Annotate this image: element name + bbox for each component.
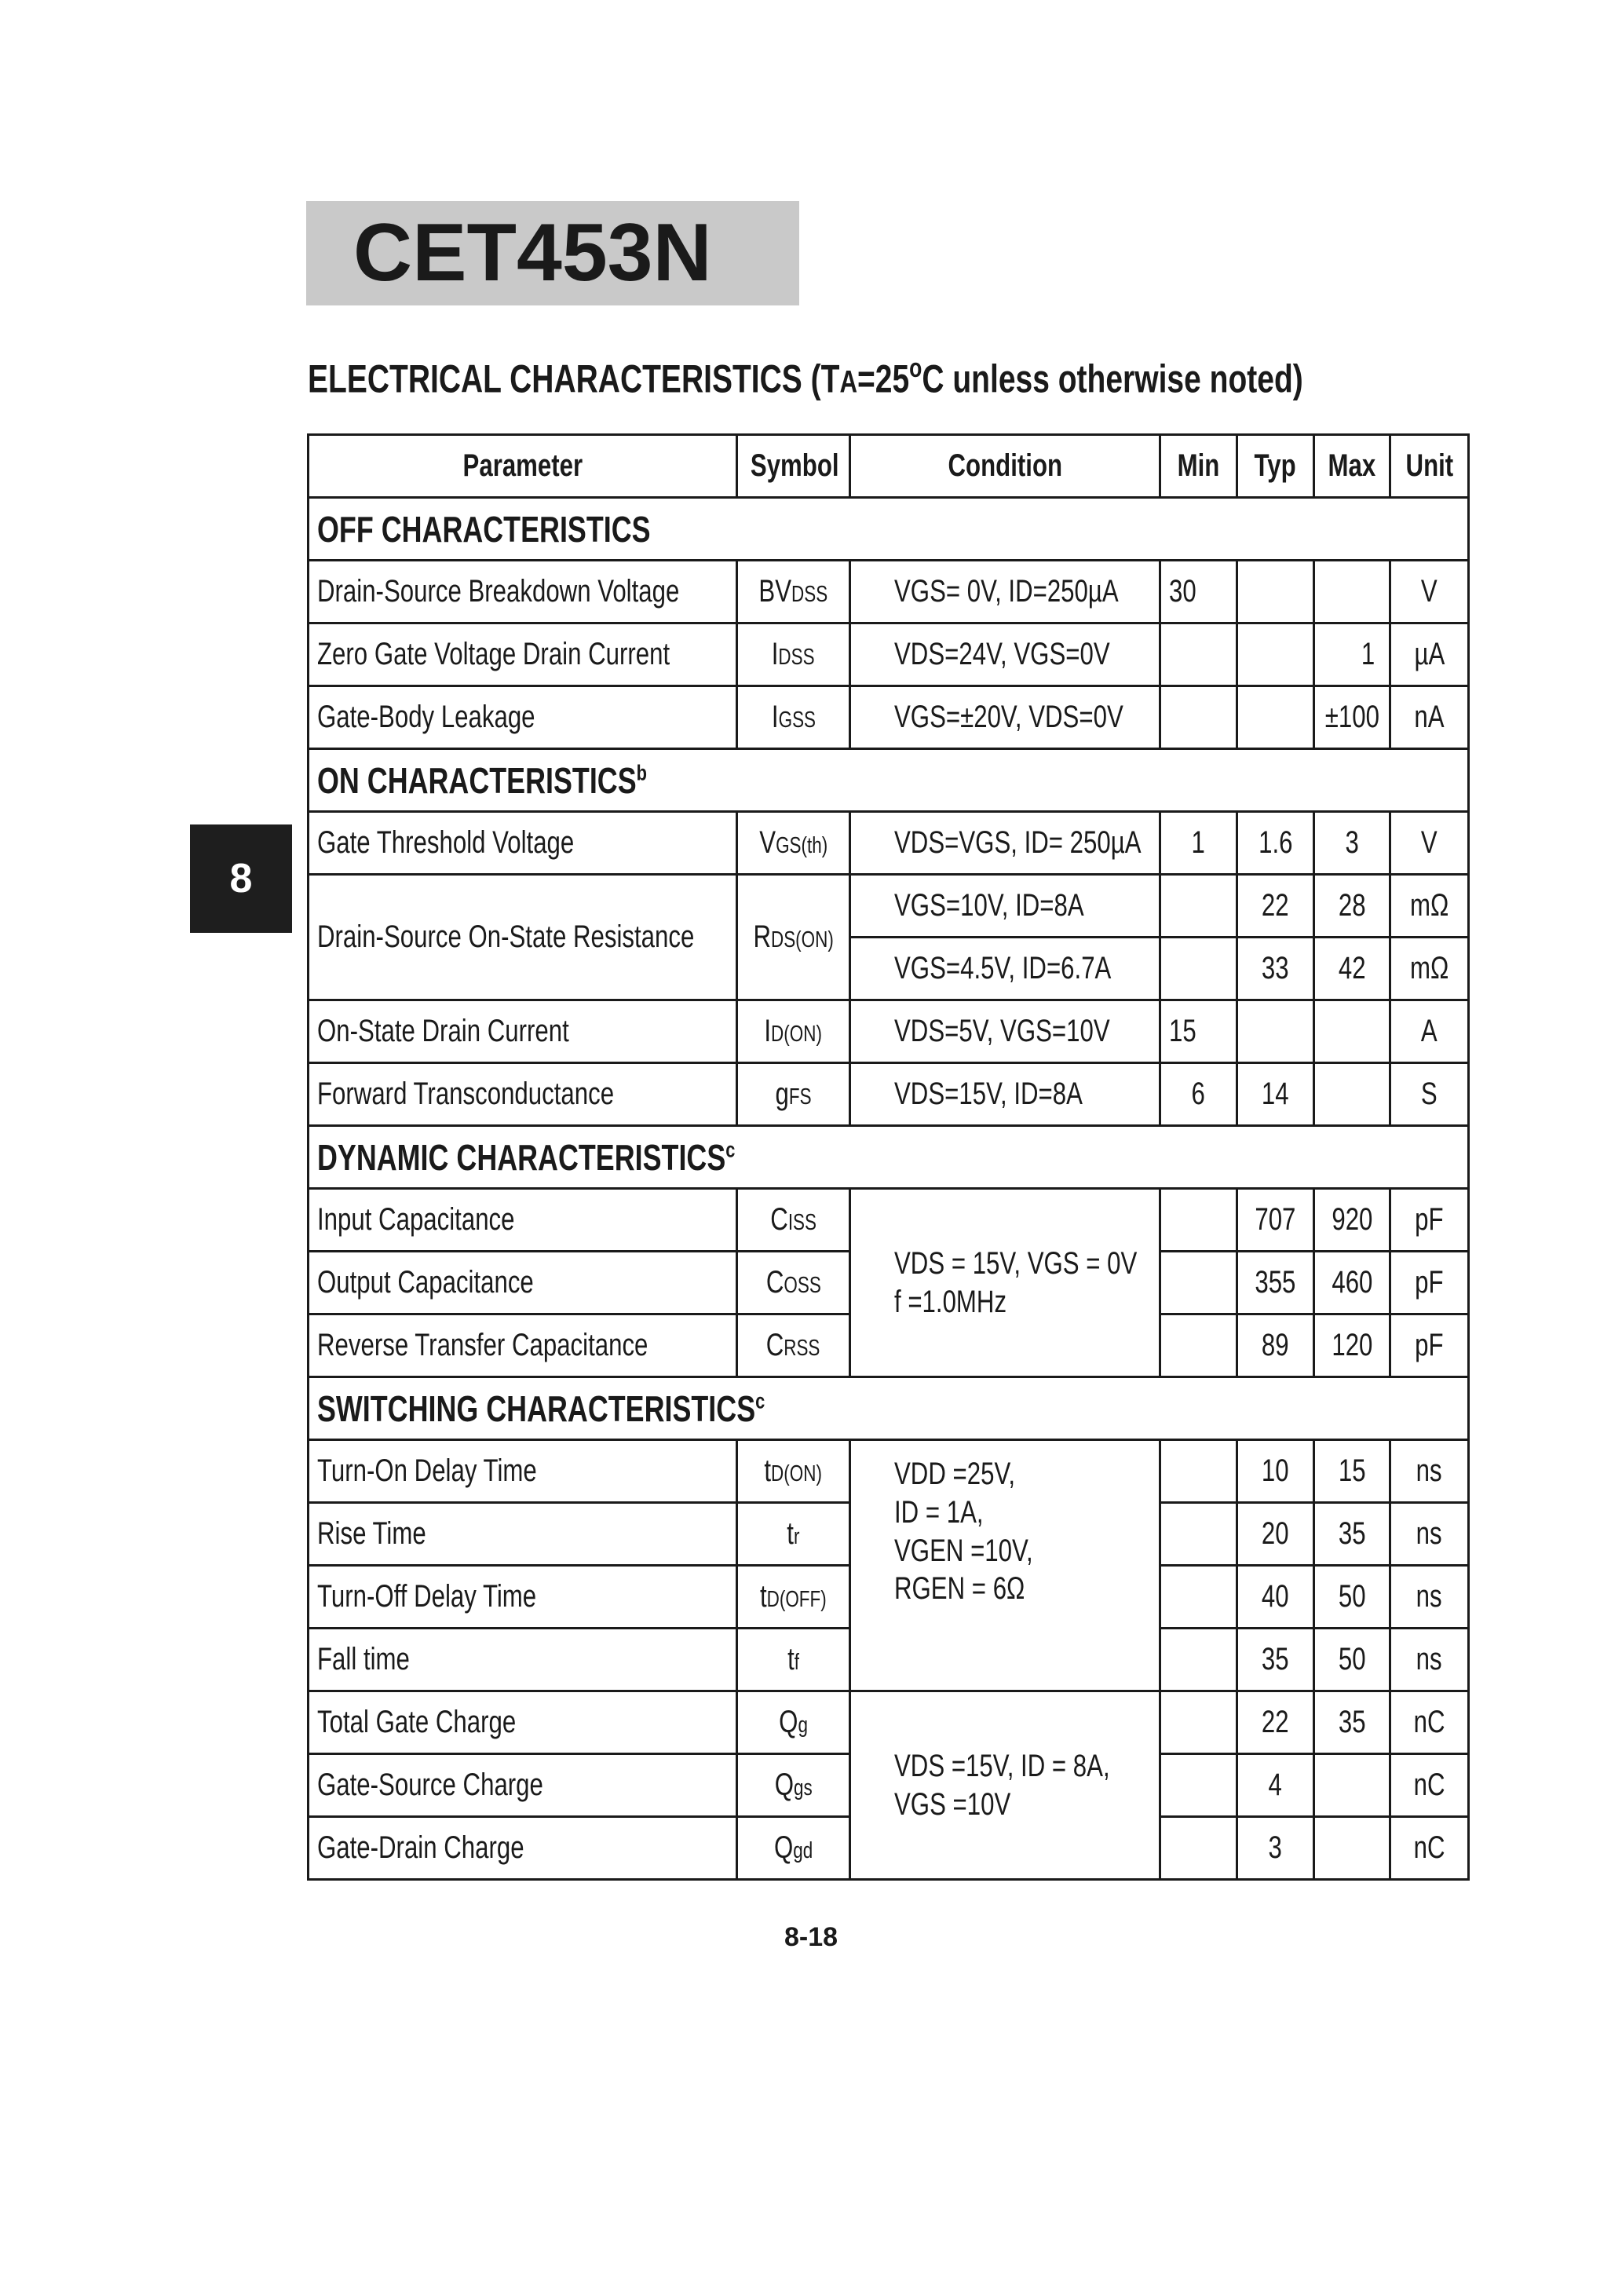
param-cell: Gate-Body Leakage	[309, 686, 737, 749]
min-cell	[1160, 1817, 1237, 1880]
condition-cell: VGS= 0V, ID=250µA	[850, 561, 1160, 623]
typ-cell: 10	[1237, 1440, 1314, 1503]
section-row-on: ON CHARACTERISTICS$^b$	[309, 749, 1469, 812]
symbol-cell: gFS	[737, 1063, 850, 1126]
min-cell	[1160, 1691, 1237, 1754]
column-header: Symbol	[737, 435, 850, 498]
min-cell	[1160, 1566, 1237, 1629]
min-cell	[1160, 875, 1237, 938]
typ-cell	[1237, 623, 1314, 686]
section-row-switching: SWITCHING CHARACTERISTICS$^c$	[309, 1377, 1469, 1440]
param-cell: Gate-Drain Charge	[309, 1817, 737, 1880]
min-cell	[1160, 1189, 1237, 1252]
max-cell: 15	[1314, 1440, 1390, 1503]
unit-cell: ns	[1390, 1503, 1469, 1566]
column-header: Max	[1314, 435, 1390, 498]
param-cell: Zero Gate Voltage Drain Current	[309, 623, 737, 686]
param-cell: Reverse Transfer Capacitance	[309, 1314, 737, 1377]
param-cell: Gate Threshold Voltage	[309, 812, 737, 875]
symbol-cell: COSS	[737, 1252, 850, 1314]
unit-cell: mΩ	[1390, 938, 1469, 1000]
symbol-cell: VGS(th)	[737, 812, 850, 875]
symbol-cell: tD(OFF)	[737, 1566, 850, 1629]
max-cell: 120	[1314, 1314, 1390, 1377]
table-row	[309, 561, 1469, 623]
section-heading: ELECTRICAL CHARACTERISTICS ($TA=25^oC$ unless otherwise noted)	[308, 353, 1303, 401]
param-cell: Turn-On Delay Time	[309, 1440, 737, 1503]
min-cell	[1160, 1252, 1237, 1314]
param-cell: Gate-Source Charge	[309, 1754, 737, 1817]
column-header: Typ	[1237, 435, 1314, 498]
symbol-cell: BVDSS	[737, 561, 850, 623]
unit-cell: ns	[1390, 1566, 1469, 1629]
table-row	[309, 812, 1469, 875]
unit-cell: nC	[1390, 1691, 1469, 1754]
unit-cell: V	[1390, 812, 1469, 875]
max-cell: 50	[1314, 1629, 1390, 1691]
min-cell	[1160, 1754, 1237, 1817]
condition-cell: VDS=15V, ID=8A	[850, 1063, 1160, 1126]
max-cell: 460	[1314, 1252, 1390, 1314]
table-row	[309, 1440, 1469, 1503]
condition-cell: VDS=24V, VGS=0V	[850, 623, 1160, 686]
condition-cell: VDS=5V, VGS=10V	[850, 1000, 1160, 1063]
symbol-cell: Qgs	[737, 1754, 850, 1817]
symbol-cell: RDS(ON)	[737, 875, 850, 1000]
column-header: Condition	[850, 435, 1160, 498]
table-row	[309, 1691, 1469, 1754]
param-cell: Rise Time	[309, 1503, 737, 1566]
table-row	[309, 1189, 1469, 1252]
param-cell: Turn-Off Delay Time	[309, 1566, 737, 1629]
table-row	[309, 686, 1469, 749]
part-number: CET453N	[353, 207, 712, 298]
column-header: Unit	[1390, 435, 1469, 498]
condition-cell: VDD =25V, ID = 1A, VGEN =10V, RGEN = 6Ω	[850, 1440, 1160, 1691]
param-cell: Forward Transconductance	[309, 1063, 737, 1126]
max-cell: 35	[1314, 1691, 1390, 1754]
param-cell: Fall time	[309, 1629, 737, 1691]
table-row	[309, 1063, 1469, 1126]
min-cell	[1160, 623, 1237, 686]
condition-cell: VDS=VGS, ID= 250µA	[850, 812, 1160, 875]
min-cell: 6	[1160, 1063, 1237, 1126]
typ-cell: 40	[1237, 1566, 1314, 1629]
condition-cell: VGS=±20V, VDS=0V	[850, 686, 1160, 749]
unit-cell: ns	[1390, 1629, 1469, 1691]
symbol-cell: Qgd	[737, 1817, 850, 1880]
unit-cell: V	[1390, 561, 1469, 623]
typ-cell: 4	[1237, 1754, 1314, 1817]
page-number: 8-18	[784, 1922, 838, 1952]
chapter-tab: 8	[190, 824, 292, 933]
typ-cell: 355	[1237, 1252, 1314, 1314]
typ-cell	[1237, 686, 1314, 749]
unit-cell: S	[1390, 1063, 1469, 1126]
param-cell: Total Gate Charge	[309, 1691, 737, 1754]
unit-cell: nC	[1390, 1817, 1469, 1880]
symbol-cell: tf	[737, 1629, 850, 1691]
min-cell	[1160, 938, 1237, 1000]
min-cell: 15	[1160, 1000, 1237, 1063]
typ-cell: 707	[1237, 1189, 1314, 1252]
unit-cell: nC	[1390, 1754, 1469, 1817]
typ-cell: 35	[1237, 1629, 1314, 1691]
typ-cell	[1237, 1000, 1314, 1063]
condition-cell: VGS=10V, ID=8A	[850, 875, 1160, 938]
unit-cell: mΩ	[1390, 875, 1469, 938]
min-cell: 30	[1160, 561, 1237, 623]
min-cell	[1160, 1503, 1237, 1566]
max-cell: 920	[1314, 1189, 1390, 1252]
column-header: Min	[1160, 435, 1237, 498]
max-cell: ±100	[1314, 686, 1390, 749]
section-row-off: OFF CHARACTERISTICS	[309, 498, 1469, 561]
max-cell: 35	[1314, 1503, 1390, 1566]
typ-cell: 14	[1237, 1063, 1314, 1126]
min-cell	[1160, 1440, 1237, 1503]
max-cell	[1314, 1817, 1390, 1880]
table-header-row	[309, 435, 1469, 498]
typ-cell: 1.6	[1237, 812, 1314, 875]
typ-cell: 22	[1237, 875, 1314, 938]
max-cell	[1314, 1000, 1390, 1063]
max-cell: 42	[1314, 938, 1390, 1000]
condition-cell: VDS = 15V, VGS = 0V f =1.0MHz	[850, 1189, 1160, 1377]
typ-cell: 89	[1237, 1314, 1314, 1377]
typ-cell: 33	[1237, 938, 1314, 1000]
max-cell: 28	[1314, 875, 1390, 938]
condition-cell: VDS =15V, ID = 8A, VGS =10V	[850, 1691, 1160, 1880]
max-cell	[1314, 561, 1390, 623]
param-cell: Drain-Source On-State Resistance	[309, 875, 737, 1000]
symbol-cell: IGSS	[737, 686, 850, 749]
section-row-dynamic: DYNAMIC CHARACTERISTICS$^c$	[309, 1126, 1469, 1189]
param-cell: Input Capacitance	[309, 1189, 737, 1252]
unit-cell: A	[1390, 1000, 1469, 1063]
symbol-cell: CRSS	[737, 1314, 850, 1377]
max-cell: 1	[1314, 623, 1390, 686]
unit-cell: nA	[1390, 686, 1469, 749]
symbol-cell: CISS	[737, 1189, 850, 1252]
table-row	[309, 1000, 1469, 1063]
typ-cell: 22	[1237, 1691, 1314, 1754]
unit-cell: pF	[1390, 1189, 1469, 1252]
symbol-cell: tr	[737, 1503, 850, 1566]
unit-cell: µA	[1390, 623, 1469, 686]
unit-cell: pF	[1390, 1252, 1469, 1314]
symbol-cell: Qg	[737, 1691, 850, 1754]
table-row	[309, 623, 1469, 686]
typ-cell	[1237, 561, 1314, 623]
param-cell: Output Capacitance	[309, 1252, 737, 1314]
max-cell: 50	[1314, 1566, 1390, 1629]
unit-cell: ns	[1390, 1440, 1469, 1503]
typ-cell: 3	[1237, 1817, 1314, 1880]
max-cell	[1314, 1754, 1390, 1817]
unit-cell: pF	[1390, 1314, 1469, 1377]
condition-cell: VGS=4.5V, ID=6.7A	[850, 938, 1160, 1000]
symbol-cell: tD(ON)	[737, 1440, 850, 1503]
min-cell	[1160, 1629, 1237, 1691]
param-cell: Drain-Source Breakdown Voltage	[309, 561, 737, 623]
part-number-banner	[306, 201, 799, 305]
min-cell	[1160, 686, 1237, 749]
min-cell: 1	[1160, 812, 1237, 875]
symbol-cell: IDSS	[737, 623, 850, 686]
max-cell	[1314, 1063, 1390, 1126]
min-cell	[1160, 1314, 1237, 1377]
max-cell: 3	[1314, 812, 1390, 875]
column-header: Parameter	[309, 435, 737, 498]
electrical-characteristics-table	[307, 433, 1470, 1881]
table-row	[309, 875, 1469, 938]
symbol-cell: ID(ON)	[737, 1000, 850, 1063]
param-cell: On-State Drain Current	[309, 1000, 737, 1063]
typ-cell: 20	[1237, 1503, 1314, 1566]
